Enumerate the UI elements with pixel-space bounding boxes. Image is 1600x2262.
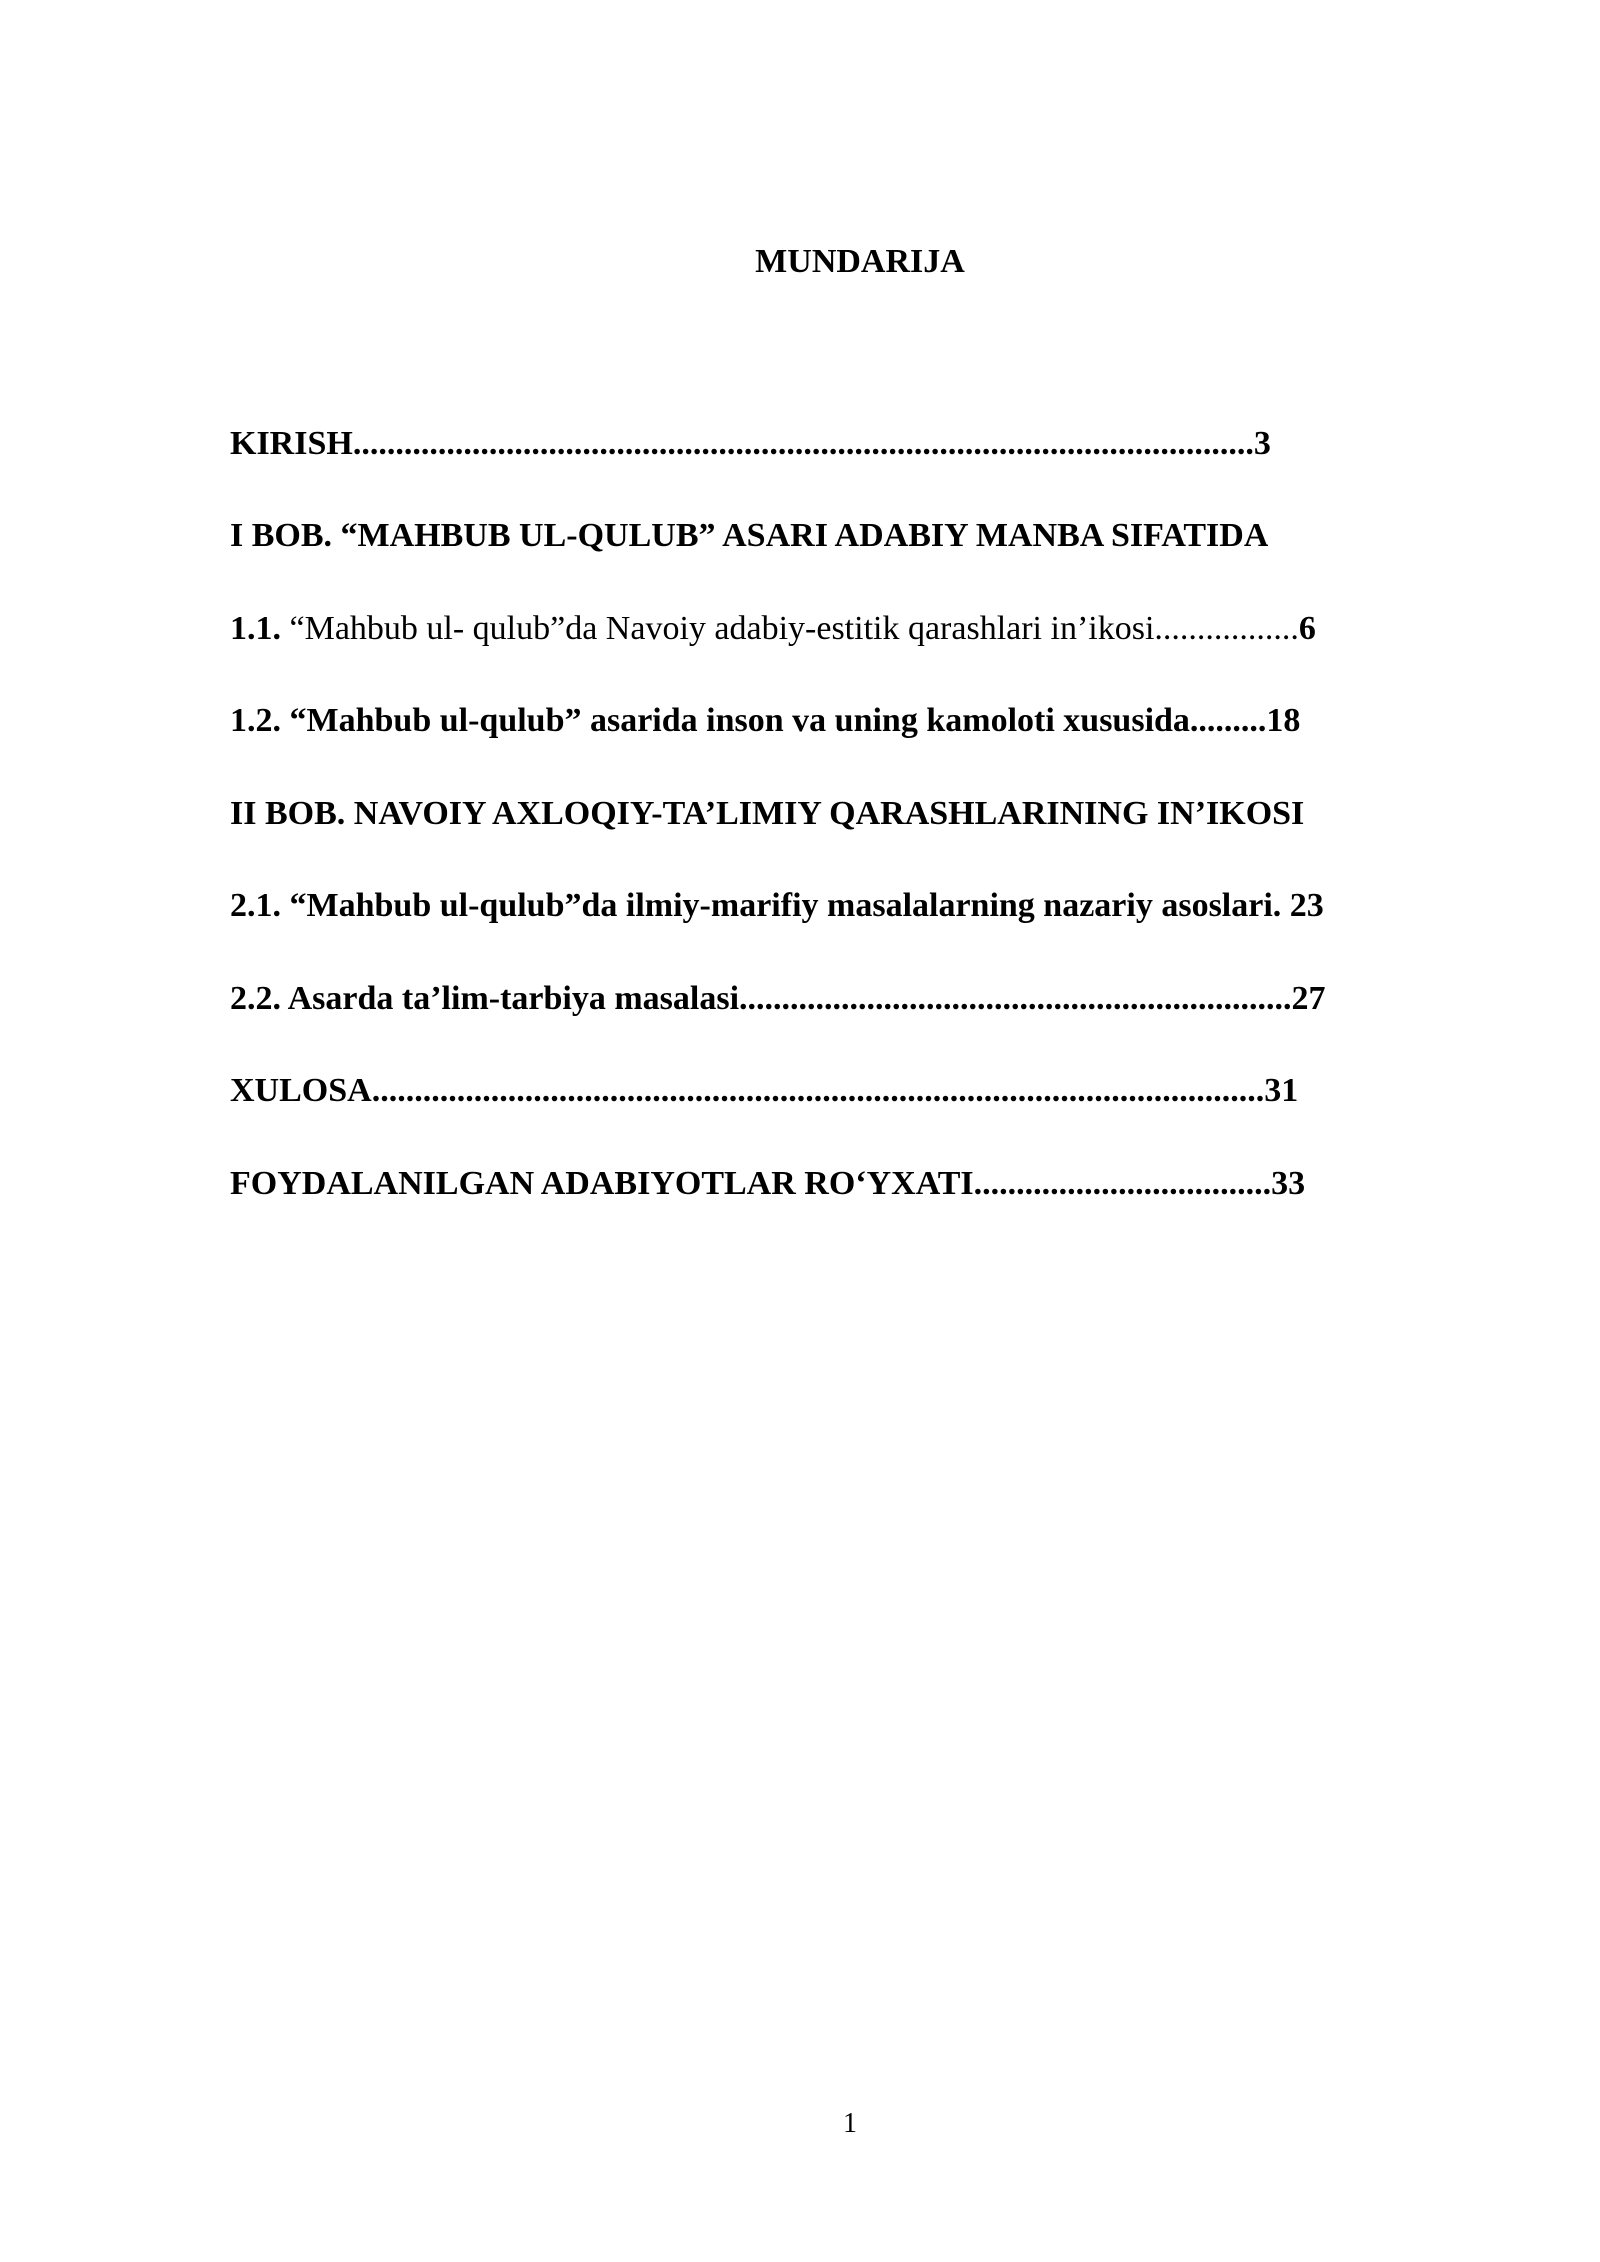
toc-entry-chapter-2[interactable]: II BOB. NAVOIY AXLOQIY-TA’LIMIY QARASHLARINING IN’IKOSI — [230, 795, 1305, 832]
toc-entry-1-1-title: “Mahbub ul- qulub”da Navoiy adabiy-estitik qarashlari in’ikosi — [281, 610, 1155, 647]
toc-entry-xulosa[interactable]: XULOSA.........................................................................................................31 — [230, 1072, 1299, 1109]
toc-entry-2-2[interactable]: 2.2. Asarda ta’lim-tarbiya masalasi.................................................................27 — [230, 980, 1326, 1017]
page-title: MUNDARIJA — [755, 243, 965, 280]
toc-entry-kirish[interactable]: KIRISH..........................................................................................................3 — [230, 425, 1271, 462]
toc-entry-1-1[interactable] — [230, 607, 1316, 651]
toc-entry-2-1[interactable]: 2.1. “Mahbub ul-qulub”da ilmiy-marifiy masalalarning nazariy asoslari. 23 — [230, 887, 1324, 924]
toc-entry-1-2[interactable]: 1.2. “Mahbub ul-qulub” asarida inson va uning kamoloti xususida.........18 — [230, 702, 1301, 739]
toc-entry-references[interactable]: FOYDALANILGAN ADABIYOTLAR RO‘YXATI...................................33 — [230, 1165, 1306, 1202]
toc-entry-1-1-dots: ................. — [1154, 610, 1299, 647]
page-number: 1 — [843, 2108, 857, 2139]
toc-entry-chapter-1[interactable]: I BOB. “MAHBUB UL-QULUB” ASARI ADABIY MANBA SIFATIDA — [230, 517, 1269, 554]
toc-entry-1-1-page: 6 — [1298, 610, 1316, 647]
toc-entry-1-1-number: 1.1. — [230, 610, 281, 647]
